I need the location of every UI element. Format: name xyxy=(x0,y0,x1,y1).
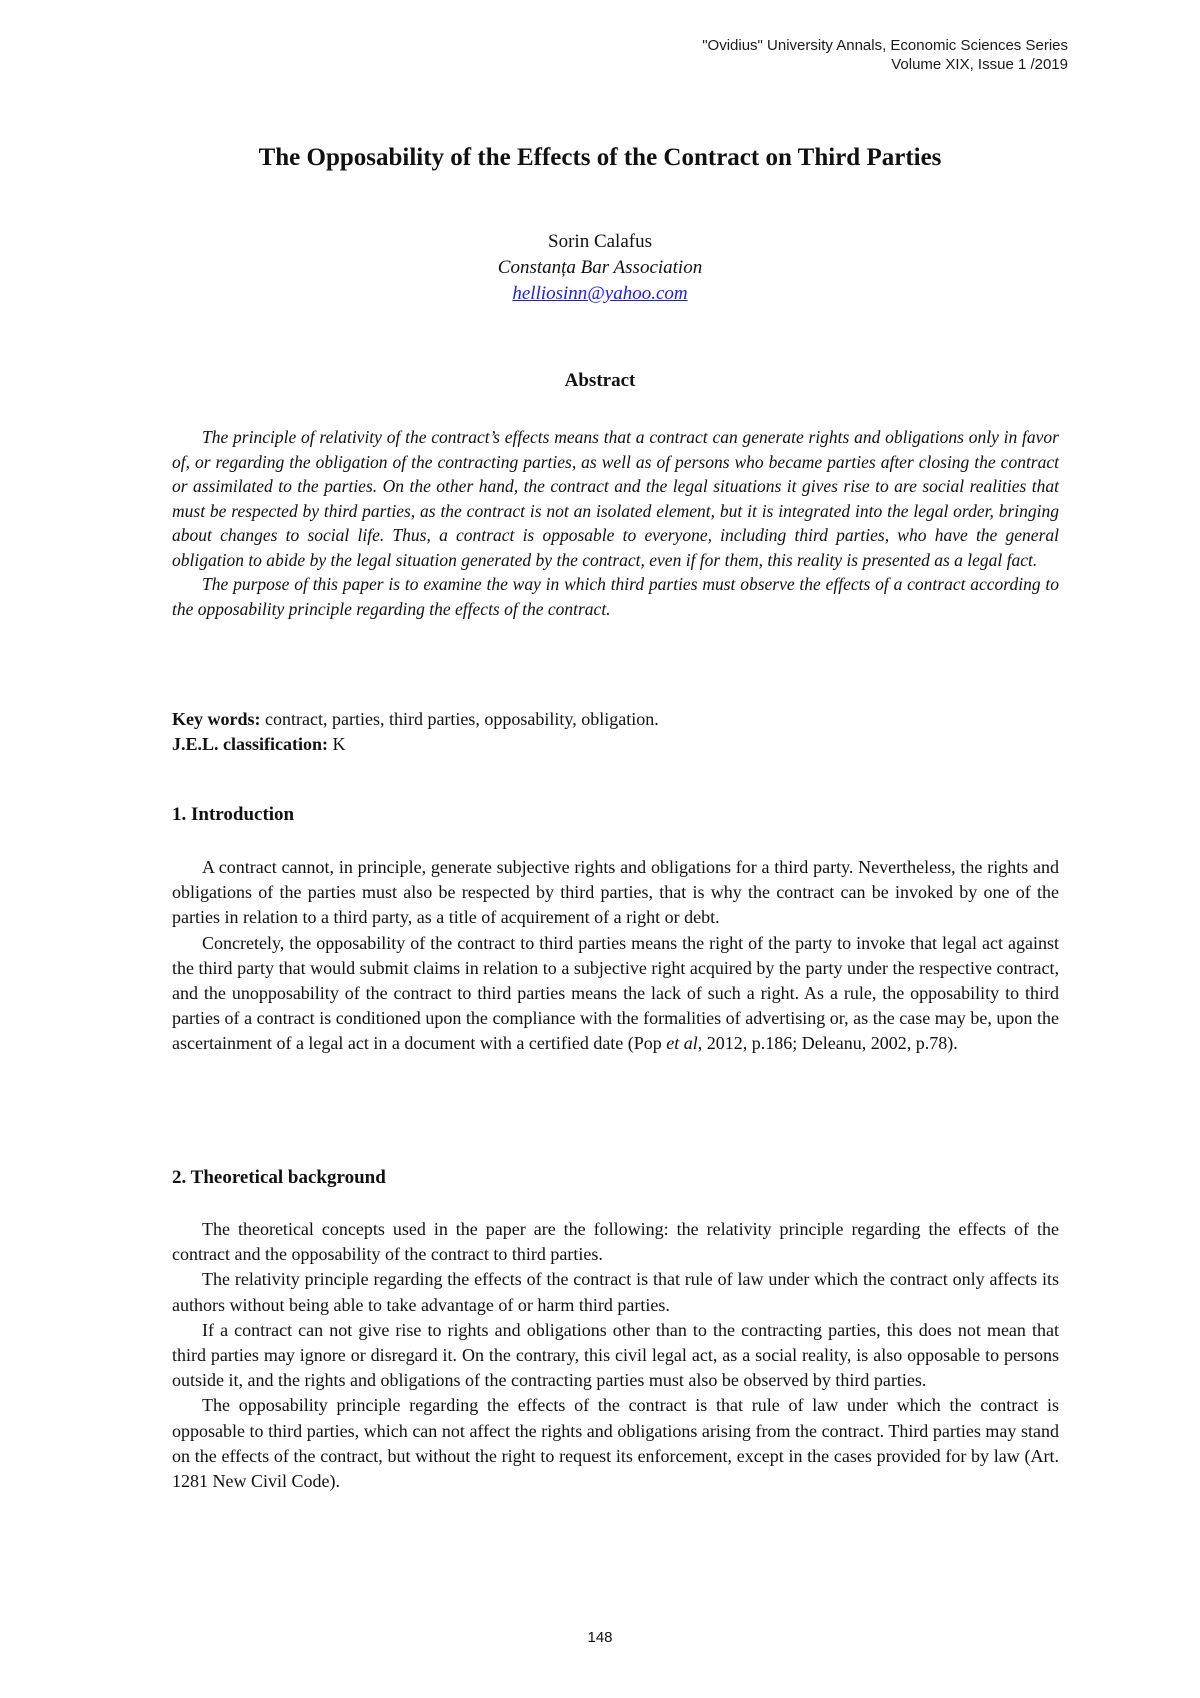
section-body-theoretical-background xyxy=(172,1217,1059,1494)
abstract-heading: Abstract xyxy=(564,370,636,391)
author-name: Sorin Calafus xyxy=(548,231,652,252)
journal-name: "Ovidius" University Annals, Economic Sciences Series xyxy=(702,37,1068,54)
jel-value: K xyxy=(328,734,346,754)
keywords-value: contract, parties, third parties, opposability, obligation. xyxy=(260,709,659,729)
author-affiliation: Constanța Bar Association xyxy=(497,257,703,278)
jel-label: J.E.L. classification: xyxy=(172,734,328,754)
keywords-block xyxy=(172,707,1059,757)
body-paragraph: If a contract can not give rise to rights and obligations other than to the contracting parties, this does not mean that third parties may ignore or disregard it. On the contrary, this civil legal act, as a social reality, is also opposable to persons outside it, and the rights and obligations of the contracting parties must also be observed by third parties. xyxy=(172,1319,1059,1391)
body-paragraph: The opposability principle regarding the effects of the contract is that rule of law under which the contract is opposable to third parties, which can not affect the rights and obligations arising from the contract. Third parties may stand on the effects of the contract, but without the right to request its enforcement, except in the cases provided for by law (Art. 1281 New Civil Code). xyxy=(172,1395,1059,1492)
author-email-link[interactable]: helliosinn@yahoo.com xyxy=(512,283,688,304)
keywords-label: Key words: xyxy=(172,709,261,729)
citation-et-al: et al xyxy=(666,1033,698,1054)
abstract-body xyxy=(172,425,1059,621)
body-paragraph: The relativity principle regarding the effects of the contract is that rule of law under which the contract only affects its authors without being able to take advantage of or harm third parties. xyxy=(172,1269,1059,1315)
page-number: 148 xyxy=(587,1629,613,1646)
body-paragraph-text: Concretely, the opposability of the contract to third parties means the right of the party to invoke that legal act against the third party that would submit claims in relation to a subjective right acquired by the party under the respective contract, and the unopposability of the contract to third parties means the lack of such a right. As a rule, the opposability to third parties of a contract is conditioned upon the compliance with the formalities of advertising or, as the case may be, upon the ascertainment of a legal act in a document with a certified date (Pop xyxy=(172,932,1059,1054)
abstract-paragraph: The principle of relativity of the contract’s effects means that a contract can generate rights and obligations only in favor of, or regarding the obligation of the contracting parties, as well as of persons who became parties after closing the contract or assimilated to the parties. On the other hand, the contract and the legal situations it gives rise to are social realities that must be respected by third parties, as the contract is not an isolated element, but it is integrated into the legal order, bringing about changes to social life. Thus, a contract is opposable to everyone, including third parties, who have the general obligation to abide by the legal situation generated by the contract, even if for them, this reality is presented as a legal fact. xyxy=(172,427,1059,570)
running-header xyxy=(702,36,1068,74)
paper-title: The Opposability of the Effects of the Contract on Third Parties xyxy=(258,144,942,171)
section-heading-theoretical-background: 2. Theoretical background xyxy=(172,1167,386,1188)
keywords-line xyxy=(172,707,1059,732)
body-paragraph: The theoretical concepts used in the paper are the following: the relativity principle regarding the effects of the contract and the opposability of the contract to third parties. xyxy=(172,1219,1059,1265)
section-body-introduction xyxy=(172,855,1059,1057)
jel-line xyxy=(172,732,1059,757)
body-paragraph xyxy=(172,931,1059,1057)
author-block xyxy=(0,229,1200,307)
volume-issue: Volume XIX, Issue 1 /2019 xyxy=(891,56,1068,73)
citation-tail: , 2012, p.186; Deleanu, 2002, p.78). xyxy=(697,1033,958,1054)
abstract-paragraph: The purpose of this paper is to examine the way in which third parties must observe the effects of a contract according to the opposability principle regarding the effects of the contract. xyxy=(172,574,1059,619)
body-paragraph: A contract cannot, in principle, generate subjective rights and obligations for a third party. Nevertheless, the rights and obligations of the parties must also be respected by third parties, that is why the contract can be invoked by one of the parties in relation to a third party, as a title of acquirement of a right or debt. xyxy=(172,857,1059,928)
section-heading-introduction: 1. Introduction xyxy=(172,804,295,825)
